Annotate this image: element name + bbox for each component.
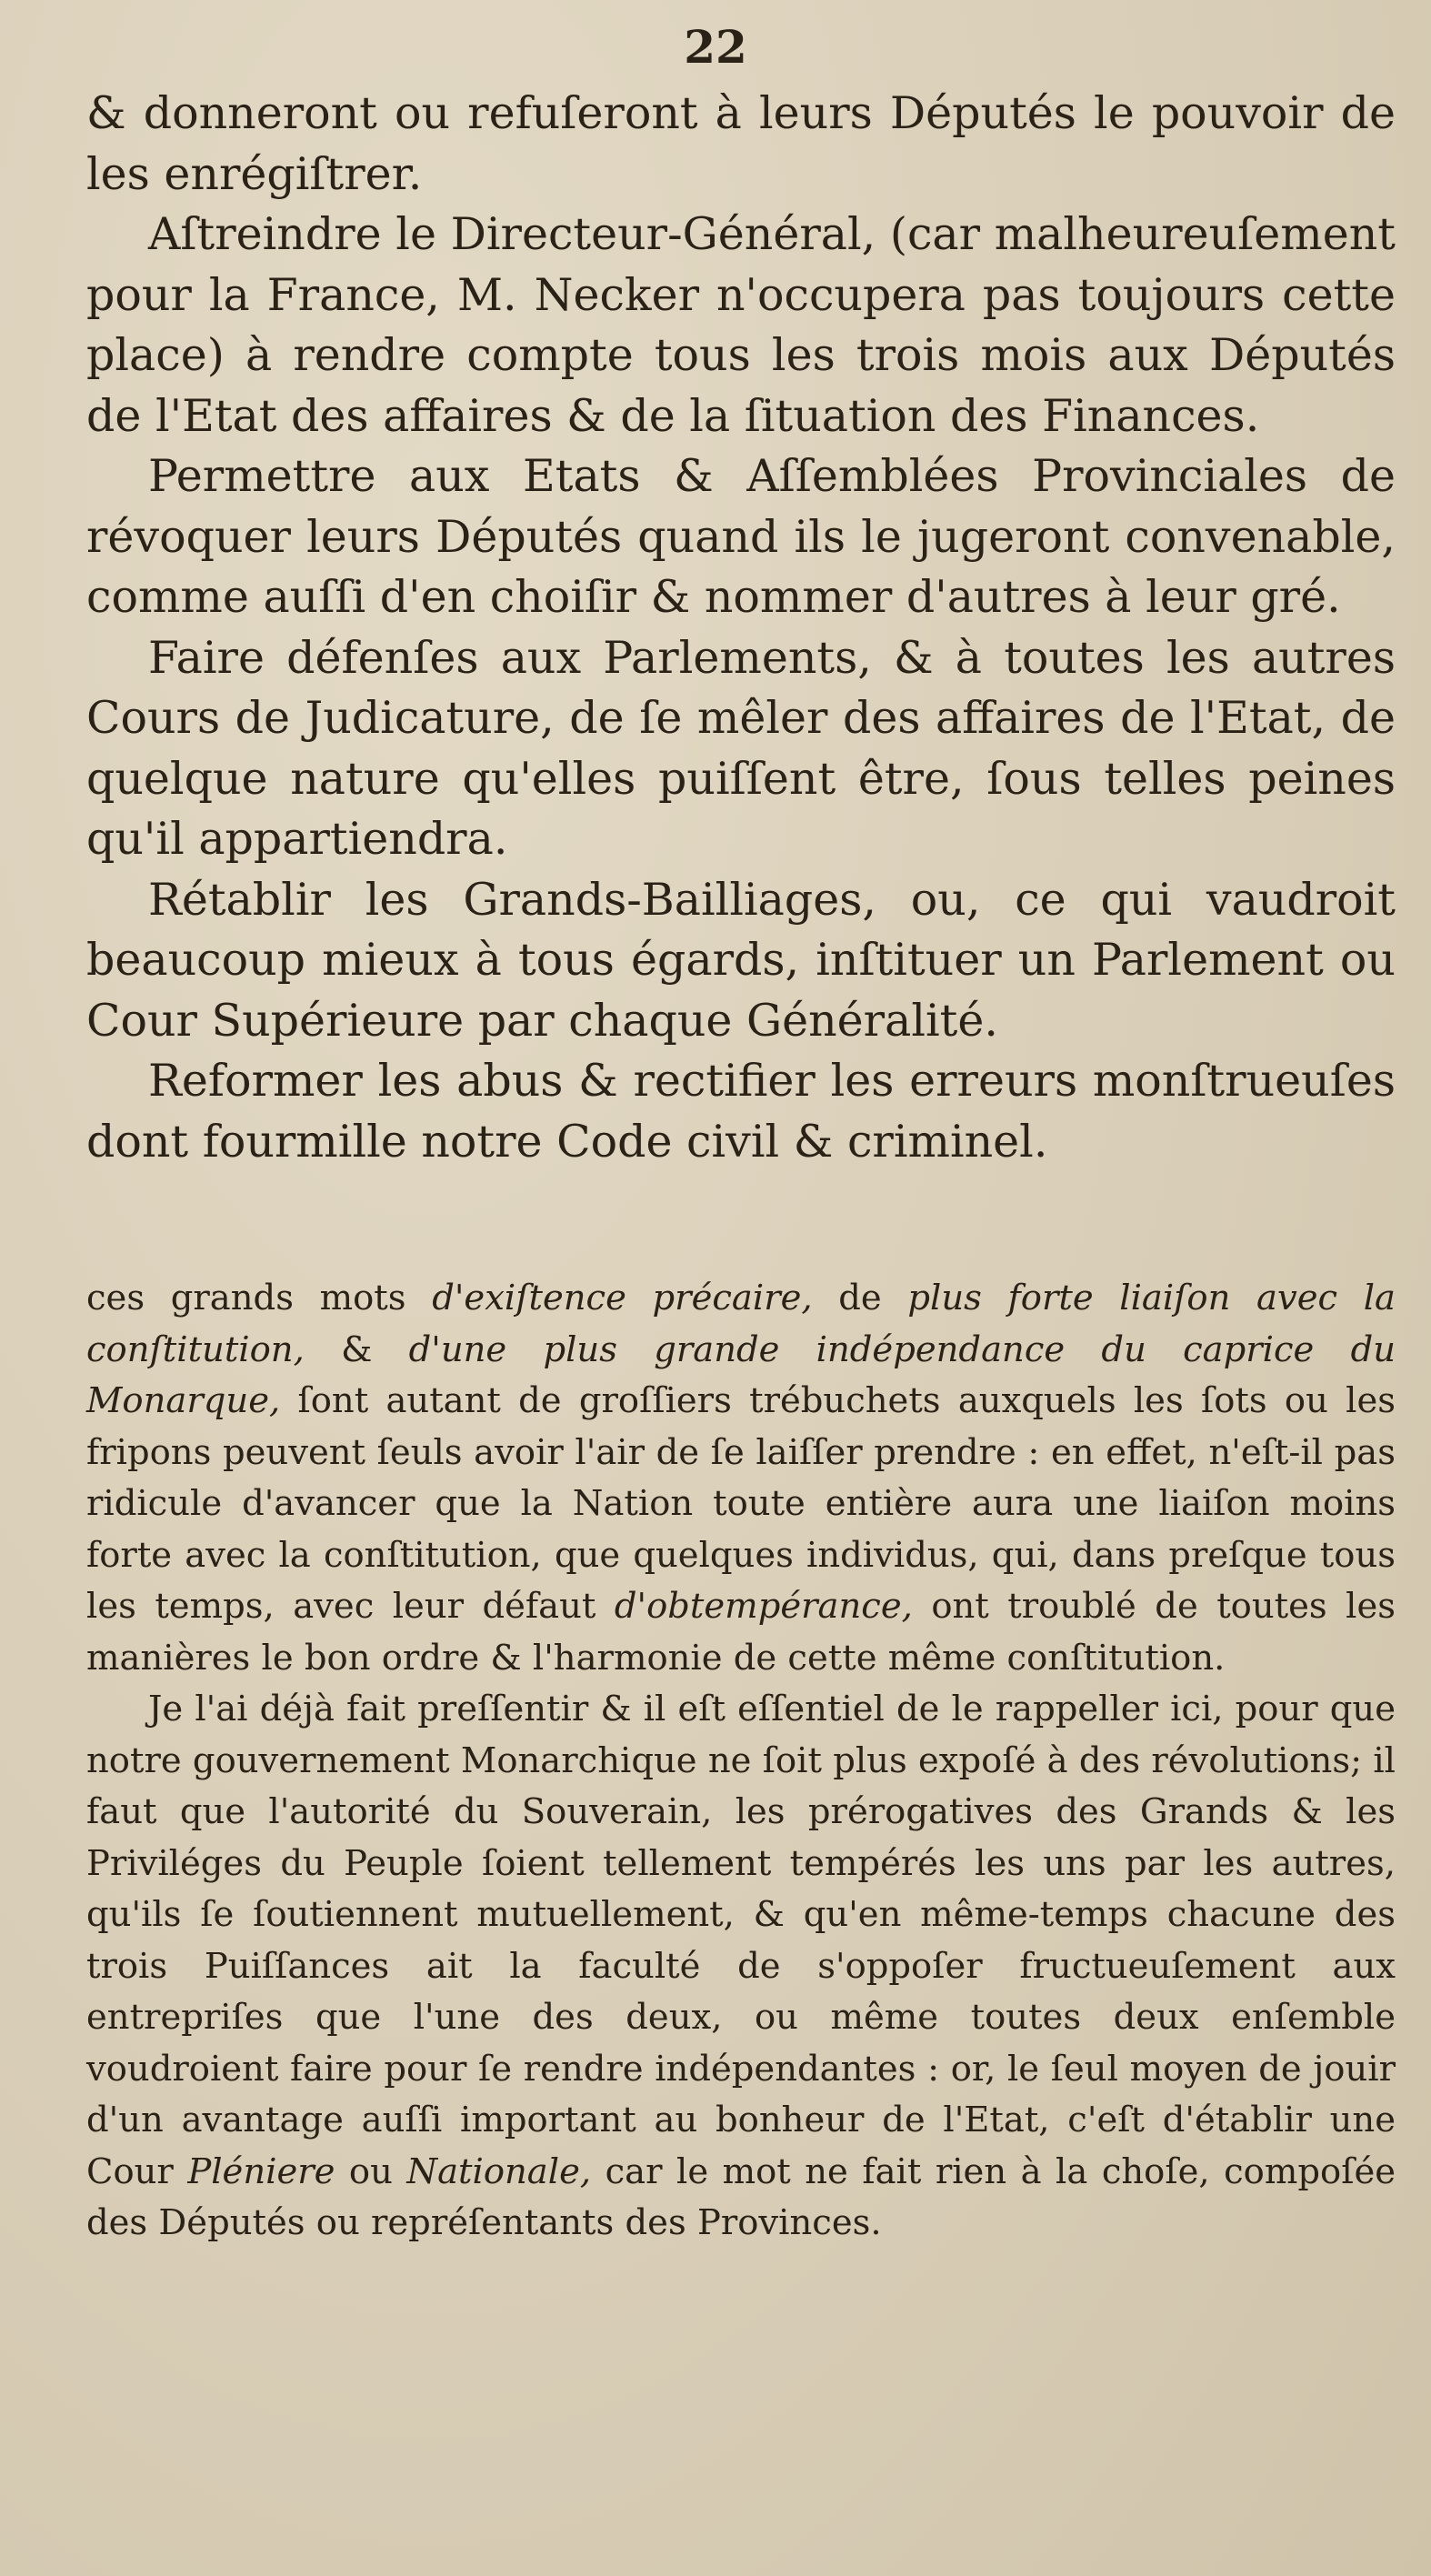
paragraph-reformer: Reformer les abus & rectifier les erreurs monſtrueuſes dont fourmille notre Code civil & criminel. xyxy=(86,1055,1396,1168)
upper-text-block xyxy=(86,84,1396,1172)
lower-text-block xyxy=(86,1273,1396,2250)
paragraph-permettre: Permettre aux Etats & Aſſemblées Provinciales de révoquer leurs Députés quand ils le jugeront convenable, comme auſſi d'en choiſir & nommer d'autres à leur gré. xyxy=(86,450,1396,623)
page-number: 22 xyxy=(684,20,747,74)
paragraph-astreindre: Aſtreindre le Directeur-Général, (car malheureuſement pour la France, M. Necker n'occupera pas toujours cette place) à rendre compte tous les trois mois aux Députés de l'Etat des affaires & de la ſituation des Finances. xyxy=(86,208,1396,442)
paragraph-faire-defenses: Faire défenſes aux Parlements, & à toutes les autres Cours de Judicature, de ſe mêler des affaires de l'Etat, de quelque nature qu'elles puiſſent être, ſous telles peines qu'il appartiendra. xyxy=(86,631,1396,865)
paragraph-retablir: Rétablir les Grands-Bailliages, ou, ce qui vaudroit beaucoup mieux à tous égards, inſtituer un Parlement ou Cour Supérieure par chaque Généralité. xyxy=(86,873,1396,1047)
paragraph-je-lai-deja: Je l'ai déjà fait preſſentir & il eſt eſſentiel de le rappeller ici, pour que notre gouvernement Monarchique ne ſoit plus expoſé à des révolutions; il faut que l'autorité du Souverain, les prérogatives des Grands & les Priviléges du Peuple ſoient tellement tempérés les uns par les autres, qu'ils ſe ſoutiennent mutuellement, & qu'en même-temps chacune des trois Puiſſances ait la faculté de s'oppoſer fructueuſement aux entrepriſes que l'une des deux, ou même toutes deux enſemble voudroient faire pour ſe rendre indépendantes : or, le ſeul moyen de jouir d'un avantage auſſi important au bonheur de l'Etat, c'eſt d'établir une Cour Pléniere ou Nationale, car le mot ne fait rien à la choſe, compoſée des Députés ou repréſentants des Provinces. xyxy=(86,1689,1396,2243)
paragraph-grands-mots: ces grands mots d'exiſtence précaire, de plus forte liaiſon avec la conſtitution, & d'une plus grande indépendance du caprice du Monarque, ſont autant de groſſiers trébuchets auxquels les ſots ou les fripons peuvent ſeuls avoir l'air de ſe laiſſer prendre : en effet, n'eſt-il pas ridicule d'avancer que la Nation toute entière aura une liaiſon moins forte avec la conſtitution, que quelques individus, qui, dans preſque tous les temps, avec leur défaut d'obtempérance, ont troublé de toutes les manières le bon ordre & l'harmonie de cette même conſtitution. xyxy=(86,1278,1396,1679)
paragraph-continuation: & donneront ou refuſeront à leurs Députés le pouvoir de les enrégiſtrer. xyxy=(86,87,1396,200)
